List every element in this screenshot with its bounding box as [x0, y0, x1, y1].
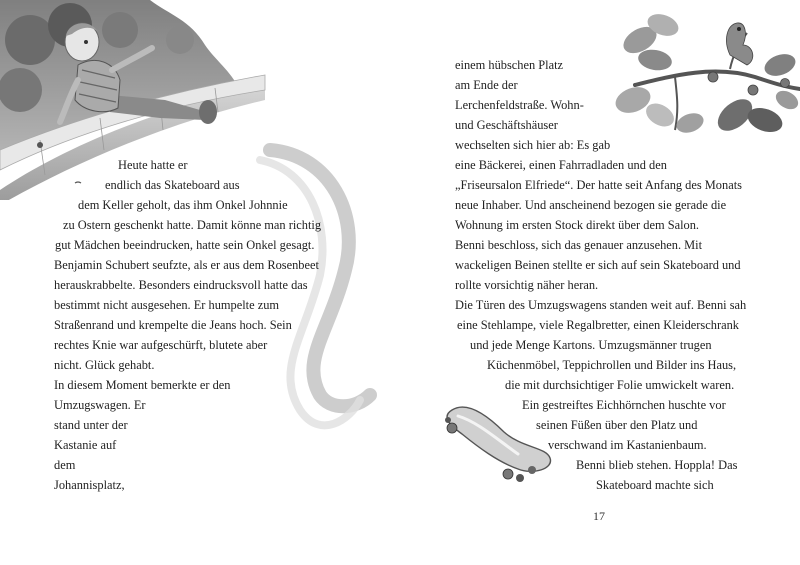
text-line: bestimmt nicht ausgesehen. Er humpelte zum: [54, 298, 280, 312]
text-line: In diesem Moment bemerkte er den: [54, 378, 231, 392]
text-line: Straßenrand und krempelte die Jeans hoch. Sein: [54, 318, 292, 332]
text-line: Benni blieb stehen. Hoppla! Das: [576, 458, 738, 472]
text-line: Benni beschloss, sich das genauer anzusehen. Mit: [455, 238, 703, 252]
text-line: am Ende der: [455, 78, 518, 92]
text-line: Die Türen des Umzugswagens standen weit auf. Benni sah: [455, 298, 747, 312]
text-line: rollte vorsichtig näher heran.: [455, 278, 599, 292]
text-line: zu Ostern geschenkt hatte. Damit könne man richtig: [63, 218, 322, 232]
text-line: wechselten sich hier ab: Es gab: [455, 138, 611, 152]
text-line: nicht. Glück gehabt.: [54, 358, 155, 372]
text-line: eine Stehlampe, viele Regalbretter, einen Kleiderschrank: [457, 318, 739, 332]
text-line: herauskrabbelte. Besonders eindrucksvoll hatte das: [54, 278, 308, 292]
page-number: 17: [593, 509, 605, 523]
text-line: Benjamin Schubert seufzte, als er aus dem Rosenbeet: [54, 258, 319, 272]
text-line: Skateboard machte sich: [596, 478, 714, 492]
text-line: verschwand im Kastanienbaum.: [548, 438, 707, 452]
text-line: Kastanie auf: [54, 438, 117, 452]
text-line: einem hübschen Platz: [455, 58, 564, 72]
text-line: endlich das Skateboard aus: [105, 178, 240, 192]
text-line: Lerchenfeldstraße. Wohn-: [455, 98, 584, 112]
text-line: Umzugswagen. Er: [54, 398, 146, 412]
chestnut-branch-squirrel-illustration: [615, 5, 800, 150]
right-page: [400, 0, 800, 565]
text-line: die mit durchsichtiger Folie umwickelt waren.: [505, 378, 735, 392]
text-line: „Friseursalon Elfriede“. Der hatte seit Anfang des Monats: [455, 178, 742, 192]
text-line: Heute hatte er: [118, 158, 188, 172]
text-line: Ein gestreiftes Eichhörnchen huschte vor: [522, 398, 726, 412]
text-line: und Geschäftshäuser: [455, 118, 558, 132]
text-line: Johannisplatz,: [54, 478, 125, 492]
text-line: rechtes Knie war aufgeschürft, blutete aber: [54, 338, 268, 352]
text-line: wackeligen Beinen stellte er sich auf sein Skateboard und: [455, 258, 741, 272]
text-line: dem Keller geholt, das ihm Onkel Johnnie: [78, 198, 288, 212]
text-line: Wohnung im ersten Stock direkt über dem Salon.: [455, 218, 700, 232]
text-line: seinen Füßen über den Platz und: [536, 418, 698, 432]
text-line: neue Inhaber. Und anscheinend bezogen sie gerade die: [455, 198, 727, 212]
text-line: dem: [54, 458, 76, 472]
text-line: gut Mädchen beeindrucken, hatte sein Onkel gesagt.: [55, 238, 315, 252]
text-line: Küchenmöbel, Teppichrollen und Bilder ins Haus,: [487, 358, 737, 372]
text-line: stand unter der: [54, 418, 128, 432]
text-line: und jede Menge Kartons. Umzugsmänner trugen: [470, 338, 712, 352]
text-line: eine Bäckerei, einen Fahrradladen und den: [455, 158, 667, 172]
